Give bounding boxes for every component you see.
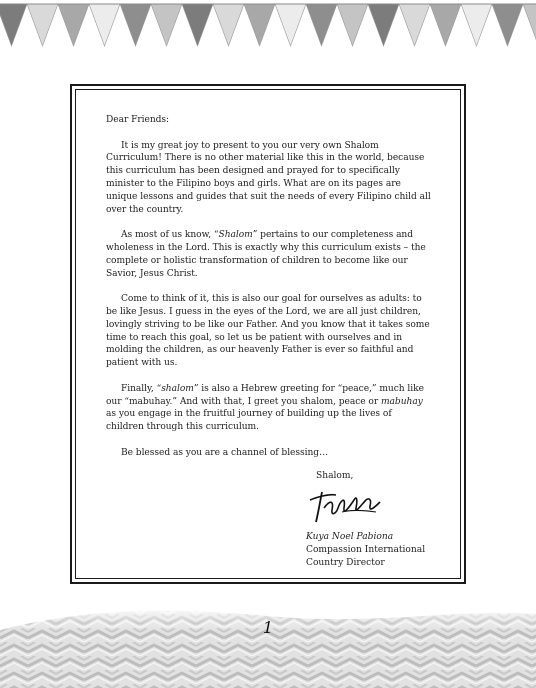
signer-title: Country Director [306,557,385,568]
bunting-flag [430,4,461,46]
signer-organization: Compassion International [306,544,426,555]
bunting-flag [275,4,306,46]
bunting-flag [337,4,368,46]
closing: Shalom, [316,471,354,481]
paragraph-3: Come to think of it, this is also our goal for ourselves as adults: to be like Jesus. I guess in the eyes of the Lord, we are all just children, lovingly striving to be like our Father. And you know that it takes some time to reach this goal, so let us be patient with ourselves and in molding the children, as our heavenly Father is ever so faithful and patient with us. [106,294,430,369]
letter-body [106,114,432,472]
signer-details [306,531,425,569]
bunting-flag [27,4,58,46]
signer-name: Kuya Noel Pabiona [306,532,394,542]
bunting-flag [368,4,399,46]
bunting-flag [151,4,182,46]
paragraph-2: As most of us know, “Shalom” pertains to our completeness and wholeness in the Lord. This is exactly why this curriculum exists – the complete or holistic transformation of children to become like our Savior, Jesus Christ. [106,230,426,279]
bunting-flag [89,4,120,46]
bunting-flag [399,4,430,46]
bunting-flag [492,4,523,46]
bunting-flag [306,4,337,46]
bunting-flag [58,4,89,46]
salutation: Dear Friends: [106,115,170,125]
bunting-banner [0,0,536,56]
bunting-flag [120,4,151,46]
page-number: 1 [262,618,274,637]
bunting-flag [244,4,275,46]
blessing-line: Be blessed as you are a channel of blessing… [121,447,329,458]
closing-block [306,470,466,483]
bunting-flag [213,4,244,46]
bunting-flag [0,4,27,46]
bunting-flag [523,4,536,46]
paragraph-4: Finally, “shalom” is also a Hebrew greeting for “peace,” much like our “mabuhay.” And with that, I greet you shalom, peace or mabuhay as you engage in the fruitful journey of building up the lives of children through this curriculum. [106,383,424,433]
handwritten-signature [306,486,386,526]
bunting-flag [182,4,213,46]
woven-mat-footer [0,600,536,688]
paragraph-1: It is my great joy to present to you our very own Shalom Curriculum! There is no other material like this in the world, because this curriculum has been designed and prayed for to specifically minister to the Filipino boys and girls. What are on its pages are unique lessons and guides that suit the needs of every Filipino child all over the country. [106,140,431,215]
bunting-flag [461,4,492,46]
